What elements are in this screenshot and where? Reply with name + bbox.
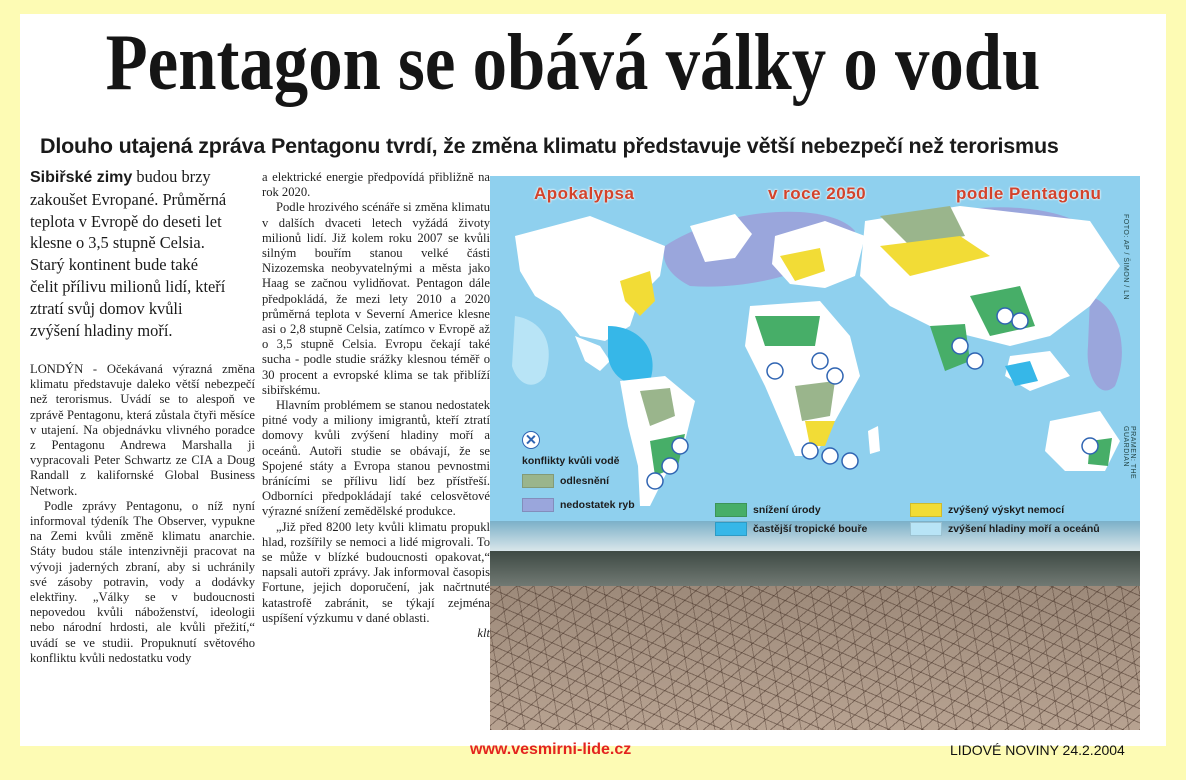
- column1-paragraph: LONDÝN - Očekávaná výrazná změna klimatu představuje daleko větší nebezpečí než terorismus. Uvádí se to alespoň ve zprávě Pentagonu, která zůstala čtyři měsíce v utajení. Na objednávku vlivného poradce z Pentagonu Andrewa Marshalla ji vypracovali Peter Schwartz ze CIA a Doug Randall z kalifornské Global Business Network.: [30, 362, 255, 498]
- lead-paragraph: [30, 166, 230, 341]
- map-title-part-1: Apokalypsa: [534, 184, 635, 203]
- world-map: [490, 176, 1140, 521]
- photo-cracked-ground: [490, 586, 1140, 730]
- world-map-graphic: [490, 176, 1140, 521]
- legend-label: častější tropické bouře: [753, 523, 868, 535]
- legend-swatch: [910, 522, 942, 536]
- website-link[interactable]: www.vesmirni-lide.cz: [470, 741, 632, 758]
- legend-swatch: [910, 503, 942, 517]
- legend-crop-decline: [715, 503, 821, 517]
- map-title-part-3: podle Pentagonu: [956, 184, 1102, 203]
- legend-conflict: [522, 431, 619, 467]
- column2-paragraph: „Již před 8200 lety kvůli klimatu propukl hlad, rozšířily se nemoci a lidé migrovali. To se může v blízké budoucnosti opakovat,“ napsali autoři zprávy. Jak informoval časopis Fortune, jejich doporučení, jak načrtnuté katastrofě zabránit, se týkají zejména uspíšení výzkumu v dané oblasti.: [262, 519, 490, 625]
- legend-fish-shortage: [522, 498, 635, 512]
- legend-swatch: [715, 522, 747, 536]
- legend-swatch: [522, 498, 554, 512]
- column2-paragraph: a elektrické energie předpovídá přibližně na rok 2020.: [262, 170, 490, 200]
- conflict-icon: [522, 431, 540, 449]
- legend-label: zvýšený výskyt nemocí: [948, 504, 1065, 516]
- column1-paragraph: Podle zprávy Pentagonu, o níž nyní informoval týdeník The Observer, vypukne na Zemi kvůli změně klimatu anarchie. Státy budou stále intenzivněji pracovat na vývoji jaderných zbraní, aby si uchránily své zásoby potravin, vody a dodávky elektřiny. „Války se v budoucnosti nepovedou kvůli náboženství, ideologii nebo národní hrdosti, ale kvůli přežití,“ uvádí se ve studii. Propuknutí světového konfliktu kvůli nedostatku vody: [30, 498, 255, 665]
- legend-deforestation: [522, 474, 609, 488]
- lead-bold: Sibiřské zimy: [30, 169, 133, 186]
- lead-text: budou brzy zakoušet Evropané. Průměrná teplota v Evropě do deseti let klesne o 3,5 stupně Celsia. Starý kontinent bude také čelit přílivu milionů lidí, kteří ztratí svůj domov kvůli zvýšení hladiny moří.: [30, 167, 227, 340]
- legend-swatch: [522, 474, 554, 488]
- map-title-part-2: v roce 2050: [768, 184, 867, 203]
- legend-tropical-storms: [715, 522, 867, 536]
- source-credit: PRAMEN: THE GUARDIAN: [1122, 426, 1136, 480]
- legend-sea-level: [910, 522, 1100, 536]
- photo-water: [490, 551, 1140, 591]
- legend-disease: [910, 503, 1064, 517]
- legend-label: nedostatek ryb: [560, 499, 635, 511]
- legend-label: zvýšení hladiny moří a oceánů: [948, 523, 1100, 535]
- article-column-2: [262, 170, 490, 641]
- author-initials: klt: [477, 626, 490, 641]
- legend-label: odlesnění: [560, 475, 610, 487]
- column2-paragraph: Hlavním problémem se stanou nedostatek pitné vody a miliony imigrantů, kteří ztratí domovy kvůli zvýšení hladiny moří a oceánů. Autoři studie se obávají, že se Spojené státy a Evropa stanou pevnostmi bránícími se přílivu lidí bez přístřeší. Odborníci předpokládají také celosvětové výrazné snížení zemědělské produkce.: [262, 398, 490, 519]
- legend-label: konflikty kvůli vodě: [522, 455, 620, 467]
- subheadline: Dlouho utajená zpráva Pentagonu tvrdí, že změna klimatu představuje větší nebezpečí než terorismus: [40, 134, 1059, 158]
- headline: Pentagon se obává války o vodu: [105, 19, 1041, 107]
- legend-swatch: [715, 503, 747, 517]
- publication-source: LIDOVÉ NOVINY 24.2.2004: [950, 742, 1125, 758]
- legend-label: snížení úrody: [753, 504, 821, 516]
- article-column-1: [30, 362, 255, 666]
- map-figure: [490, 176, 1140, 730]
- photo-credit: FOTO: AP / ŠIMON / LN: [1122, 214, 1129, 301]
- column2-paragraph: Podle hrozivého scénáře si změna klimatu v dalších dvaceti letech vyžádá životy milionů lidí. Již kolem roku 2007 se kvůli silným bouřím stanou velké části Nizozemska neobyvatelnými a města jako Haag se začnou vylidňovat. Pentagon dále předpokládá, že mezi lety 2010 a 2020 průměrná teplota v Severní Americe klesne asi o 2,8 stupně Celsia, zatímco v Evropě až o 3,5 stupně Celsia. Evropu čekají také sucha - podle studie srážky klesnou téměř o 30 procent a evropské klima se tak přiblíží sibiřskému.: [262, 200, 490, 397]
